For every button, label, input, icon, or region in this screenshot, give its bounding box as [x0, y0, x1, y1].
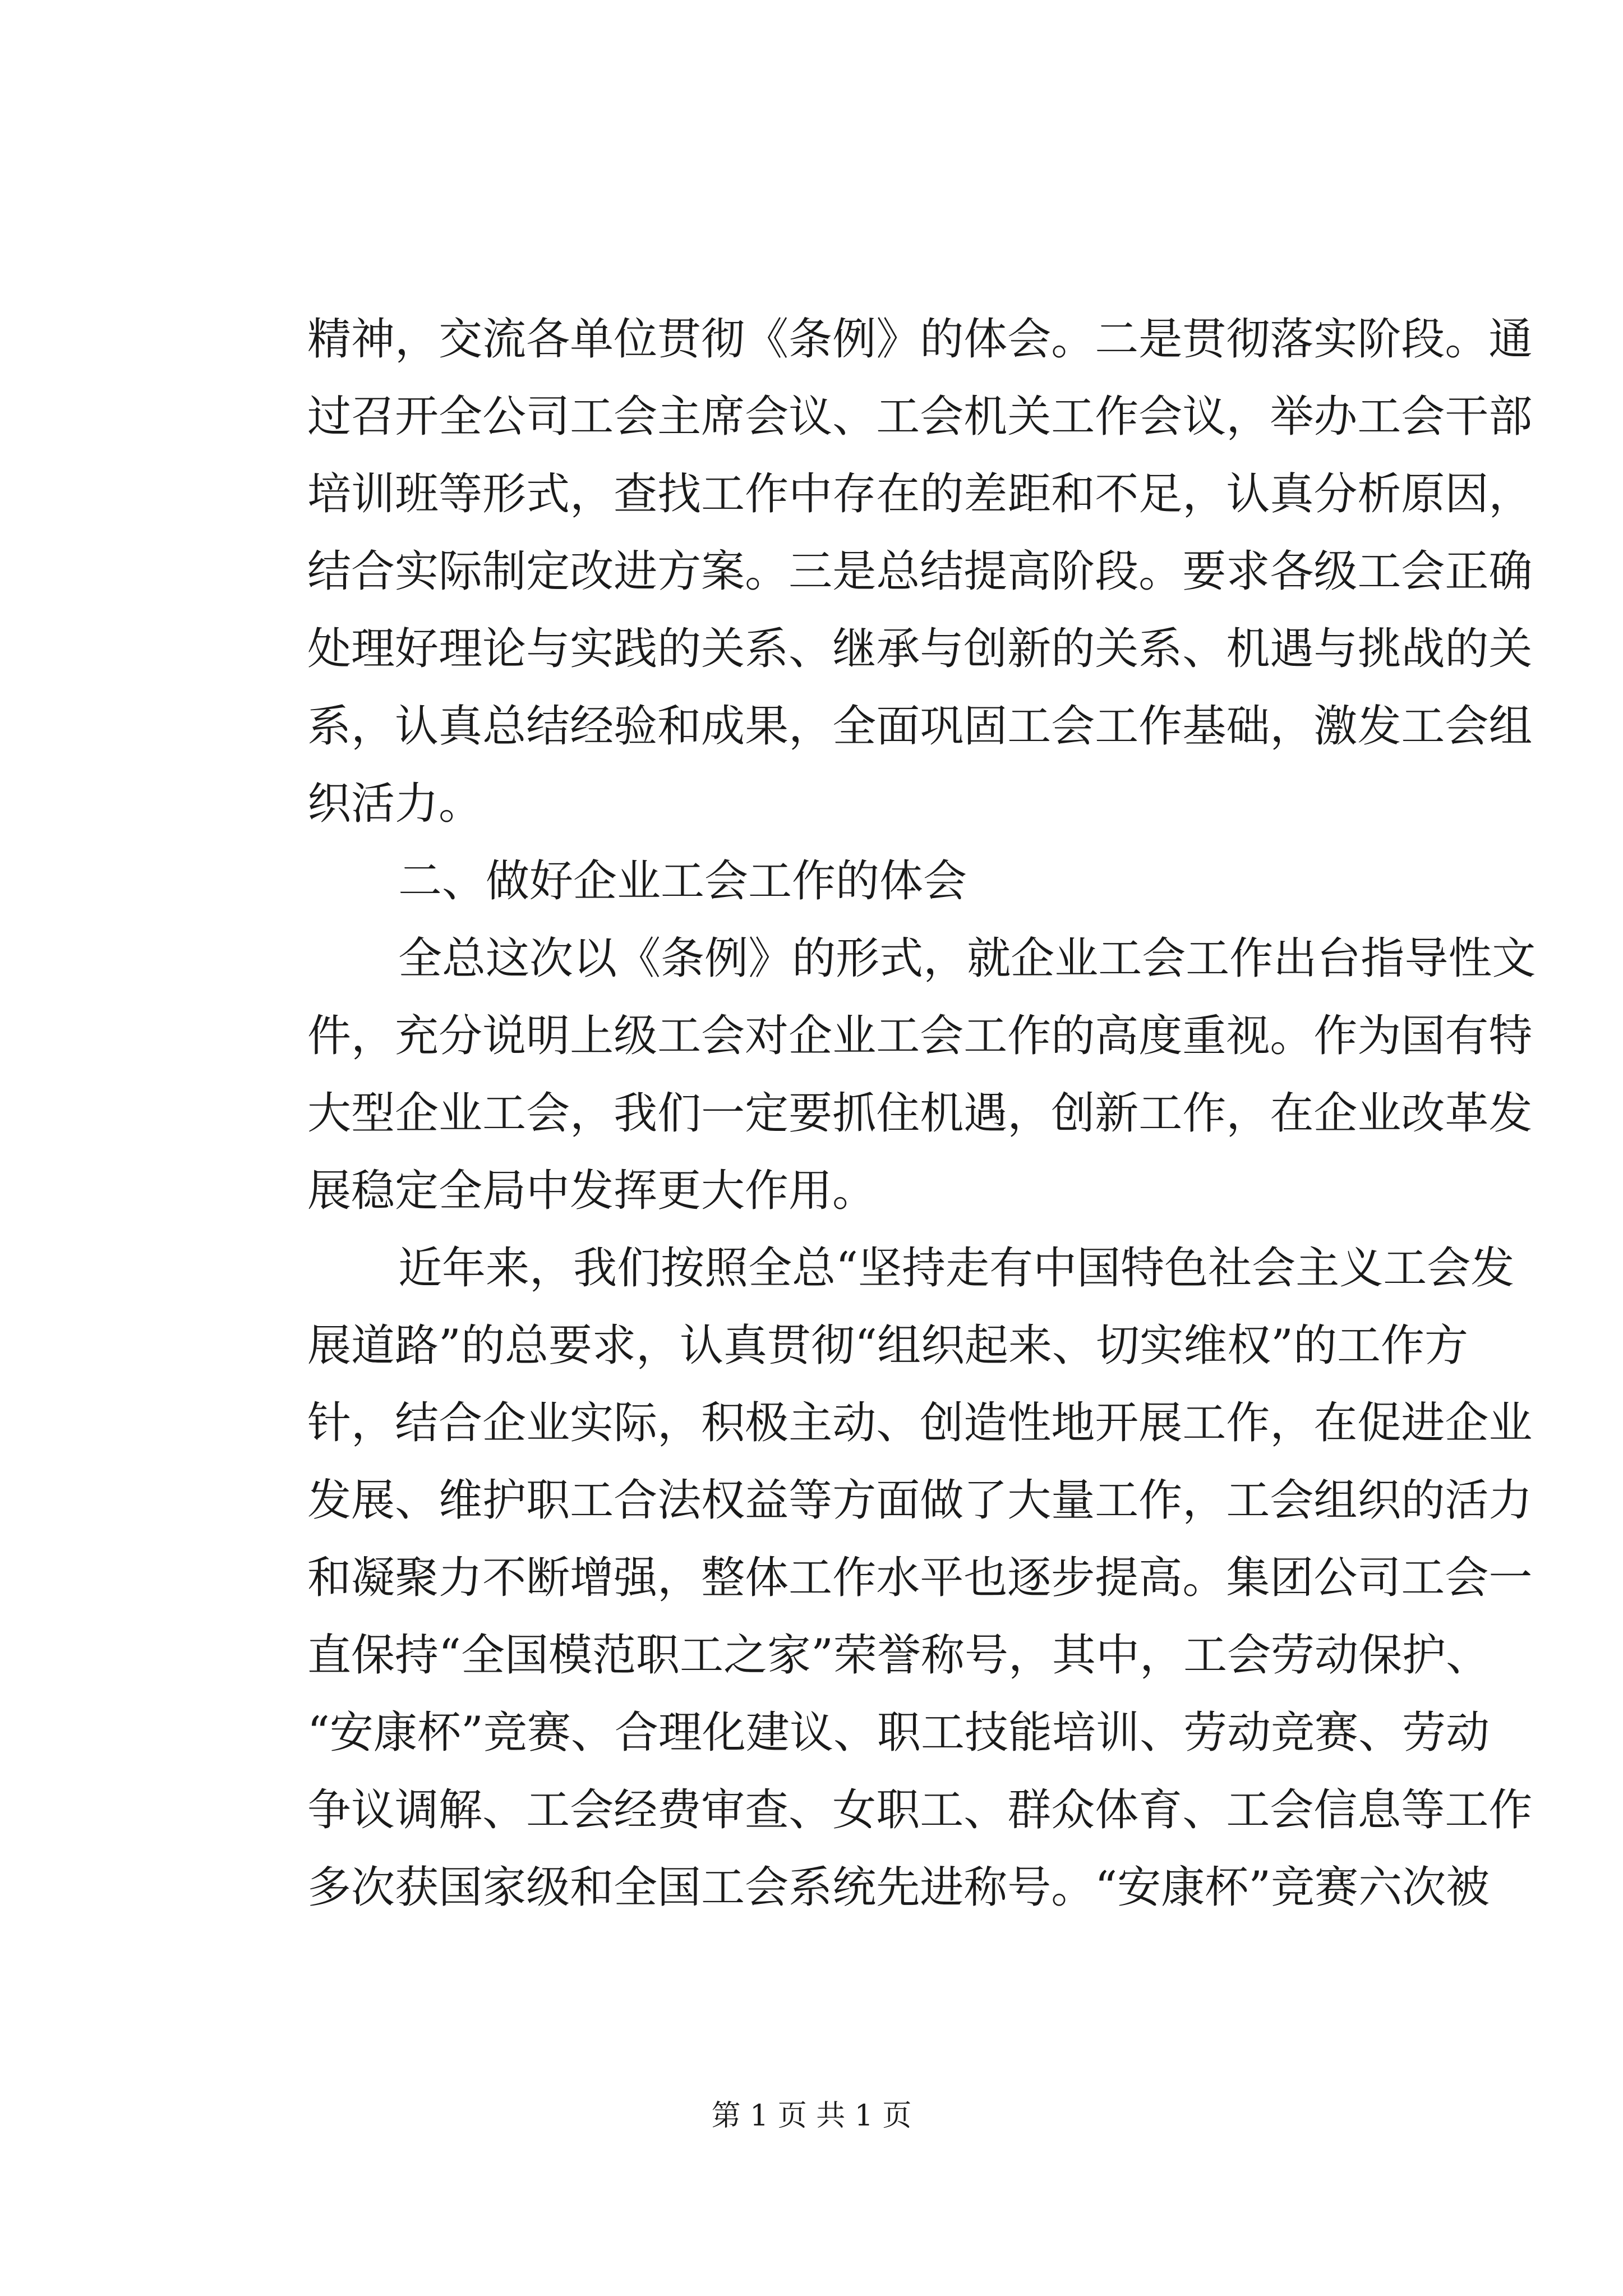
text-line: 过 召 开 全 公 司 工 会 主 席 会 议 、 工 会 机 关 工 作 会 议 ， 举 办 工 会 干 部	[307, 392, 1533, 442]
text-line: 多 次 获 国 家 级 和 全 国 工 会 系 统 先 进 称 号 。 “ 安 康 杯 ” 竞 赛 六 次 被	[307, 1862, 1490, 1913]
text-line: 近 年 来 ， 我 们 按 照 全 总 “ 坚 持 走 有 中 国 特 色 社 会 主 义 工 会 发	[398, 1243, 1515, 1294]
text-line: 直 保 持 “ 全 国 模 范 职 工 之 家 ” 荣 誉 称 号 ， 其 中 ， 工 会 劳 动 保 护 、	[307, 1630, 1490, 1681]
text-line: 展 道 路 ” 的 总 要 求 ， 认 真 贯 彻 “ 组 织 起 来 、 切 实 维 权 ” 的 工 作 方	[307, 1320, 1469, 1371]
text-line: 件 ， 充 分 说 明 上 级 工 会 对 企 业 工 会 工 作 的 高 度 重 视 。 作 为 国 有 特	[307, 1011, 1533, 1061]
text-line: 全 总 这 次 以 《 条 例 》 的 形 式 ， 就 企 业 工 会 工 作 出 台 指 导 性 文	[398, 933, 1536, 984]
text-line: 发 展 、 维 护 职 工 合 法 权 益 等 方 面 做 了 大 量 工 作 ， 工 会 组 织 的 活 力	[307, 1475, 1533, 1526]
text-line: 织活力。	[307, 779, 483, 829]
text-line: “ 安 康 杯 ” 竞 赛 、 合 理 化 建 议 、 职 工 技 能 培 训 、 劳 动 竞 赛 、 劳 动	[307, 1708, 1490, 1758]
text-line: 系 ， 认 真 总 结 经 验 和 成 果 ， 全 面 巩 固 工 会 工 作 基 础 ， 激 发 工 会 组	[307, 701, 1533, 752]
text-line: 精 神 ， 交 流 各 单 位 贯 彻 《 条 例 》 的 体 会 。 二 是 贯 彻 落 实 阶 段 。 通	[307, 314, 1533, 365]
text-line: 大 型 企 业 工 会 ， 我 们 一 定 要 抓 住 机 遇 ， 创 新 工 作 ， 在 企 业 改 革 发	[307, 1088, 1533, 1139]
text-line: 针 ， 结 合 企 业 实 际 ， 积 极 主 动 、 创 造 性 地 开 展 工 作 ， 在 促 进 企 业	[307, 1398, 1533, 1448]
text-line: 二、做好企业工会工作的体会	[398, 856, 967, 907]
text-line: 培 训 班 等 形 式 ， 查 找 工 作 中 存 在 的 差 距 和 不 足 ， 认 真 分 析 原 因 ，	[307, 469, 1533, 519]
text-line: 争 议 调 解 、 工 会 经 费 审 查 、 女 职 工 、 群 众 体 育 、 工 会 信 息 等 工 作	[307, 1785, 1533, 1835]
text-line: 结 合 实 际 制 定 改 进 方 案 。 三 是 总 结 提 高 阶 段 。 要 求 各 级 工 会 正 确	[307, 546, 1533, 597]
text-line: 处 理 好 理 论 与 实 践 的 关 系 、 继 承 与 创 新 的 关 系 、 机 遇 与 挑 战 的 关	[307, 624, 1533, 674]
text-line: 和 凝 聚 力 不 断 增 强 ， 整 体 工 作 水 平 也 逐 步 提 高 。 集 团 公 司 工 会 一	[307, 1553, 1533, 1603]
page-footer: 第 1 页 共 1 页	[711, 2099, 912, 2133]
text-line: 展稳定全局中发挥更大作用。	[307, 1166, 877, 1216]
